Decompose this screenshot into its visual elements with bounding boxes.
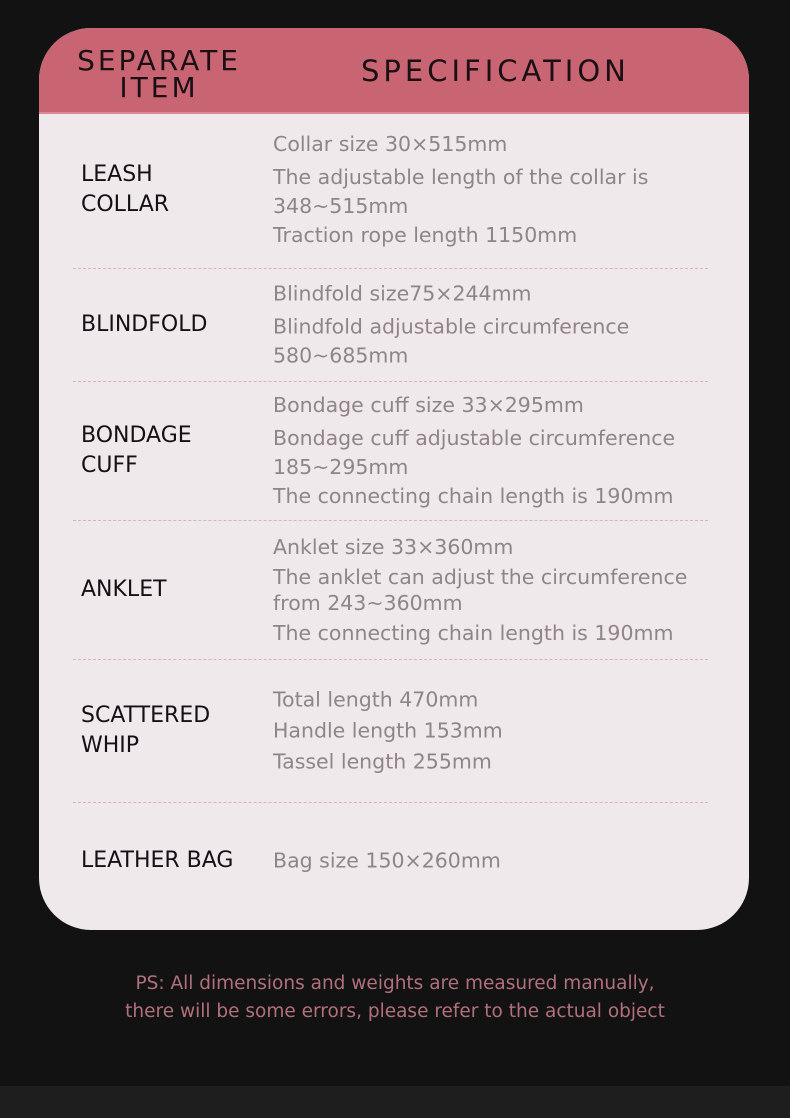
table-header	[39, 28, 749, 114]
item-name	[81, 310, 261, 340]
table-row-anklet	[73, 521, 708, 660]
footer-band	[0, 1086, 790, 1118]
item-specs	[273, 534, 713, 646]
spec-line: The adjustable length of the collar is	[273, 165, 649, 189]
spec-line: Handle length 153mm	[273, 718, 503, 743]
spec-line: Total length 470mm	[273, 687, 479, 712]
table-row-leather-bag	[73, 803, 708, 919]
item-name	[81, 846, 261, 876]
spec-line: Traction rope length 1150mm	[273, 223, 578, 247]
spec-line: Blindfold size75×244mm	[273, 281, 532, 306]
spec-line: Anklet size 33×360mm	[273, 535, 514, 559]
table-row-bondage-cuff	[73, 382, 708, 521]
disclaimer-line: there will be some errors, please refer to the actual object	[125, 1001, 665, 1022]
disclaimer-line: PS: All dimensions and weights are measured manually,	[135, 973, 655, 994]
item-name-line: ANKLET	[81, 577, 167, 602]
item-name	[81, 701, 261, 761]
item-name	[81, 575, 261, 605]
item-name	[81, 160, 261, 220]
item-name-line: WHIP	[81, 733, 140, 758]
item-specs	[273, 280, 713, 371]
table-row-blindfold	[73, 269, 708, 382]
spec-line: Bag size 150×260mm	[273, 848, 501, 873]
spec-line: 185~295mm	[273, 455, 409, 479]
header-item-line2: ITEM	[119, 71, 199, 104]
item-specs	[273, 130, 713, 250]
spec-card	[39, 28, 749, 930]
table-row-scattered-whip	[73, 660, 708, 803]
spec-line: from 243~360mm	[273, 591, 463, 615]
item-specs	[273, 847, 713, 876]
disclaimer-note	[0, 970, 790, 1026]
item-name-line: BLINDFOLD	[81, 312, 208, 337]
item-specs	[273, 391, 713, 511]
spec-line: Blindfold adjustable circumference	[273, 314, 630, 339]
header-specification: SPECIFICATION	[361, 54, 630, 88]
header-item-line1: SEPARATE	[77, 44, 241, 77]
spec-line: The connecting chain length is 190mm	[273, 621, 674, 645]
item-name-line: LEASH	[81, 162, 153, 187]
item-name-line: SCATTERED	[81, 703, 211, 728]
item-name-line: CUFF	[81, 453, 138, 478]
spec-line: 348~515mm	[273, 194, 409, 218]
spec-line: 580~685mm	[273, 343, 409, 368]
spec-line: Bondage cuff size 33×295mm	[273, 393, 584, 417]
item-name-line: BONDAGE	[81, 423, 192, 448]
spec-line: Tassel length 255mm	[273, 749, 492, 774]
spec-line: Collar size 30×515mm	[273, 132, 508, 156]
spec-line: The connecting chain length is 190mm	[273, 484, 674, 508]
spec-line: Bondage cuff adjustable circumference	[273, 426, 676, 450]
item-name	[81, 421, 261, 481]
item-specs	[273, 685, 713, 778]
spec-line: The anklet can adjust the circumference	[273, 565, 688, 589]
item-name-line: LEATHER BAG	[81, 848, 234, 873]
table-row-leash-collar	[73, 112, 708, 269]
header-separate-item	[73, 44, 245, 104]
item-name-line: COLLAR	[81, 192, 170, 217]
